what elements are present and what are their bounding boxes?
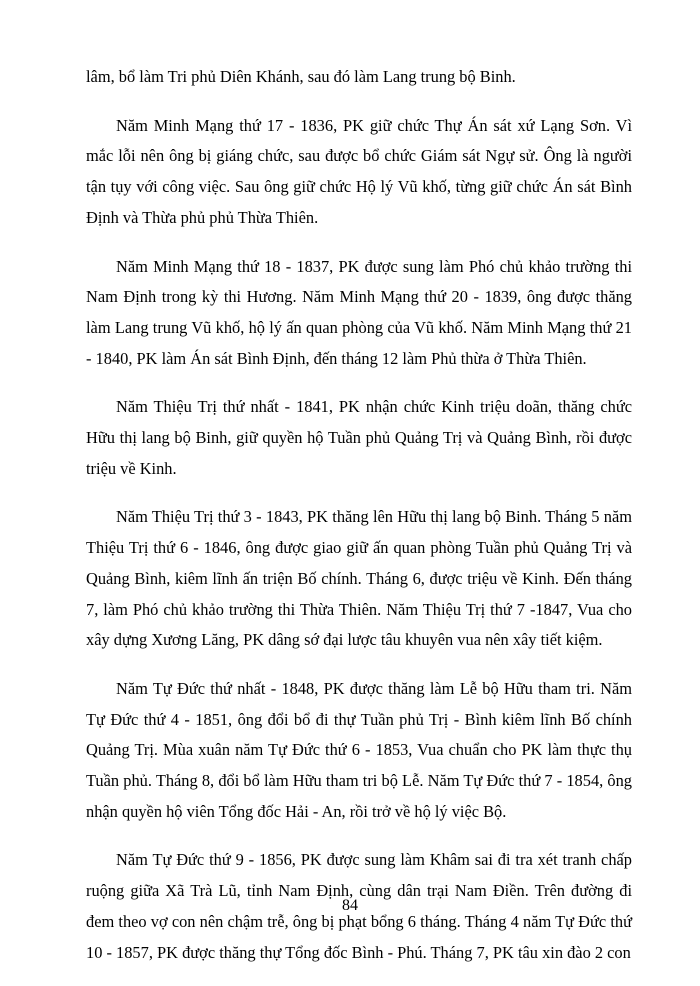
page-number: 84 bbox=[342, 897, 358, 914]
paragraph-1836: Năm Minh Mạng thứ 17 - 1836, PK giữ chức Thự Án sát xứ Lạng Sơn. Vì mắc lỗi nên ông bị giáng chức, sau được bổ chức Giám sát Ngự sử. Ông là người tận tụy với công việc. Sau ông giữ chức Hộ lý Vũ khố, từng giữ chức Án sát Bình Định và Thừa phủ phủ Thừa Thiên. bbox=[86, 115, 632, 227]
paragraph-1843: Năm Thiệu Trị thứ 3 - 1843, PK thăng lên Hữu thị lang bộ Binh. Tháng 5 năm Thiệu Trị thứ 6 - 1846, ông được giao giữ ấn quan phòng Tuần phủ Quảng Trị và Quảng Bình, kiêm lĩnh ấn triện Bố chính. Tháng 6, được triệu về Kinh. Đến tháng 7, làm Phó chủ khảo trường thi Thừa Thiên. Năm Thiệu Trị thứ 7 -1847, Vua cho xây dựng Xương Lăng, PK dâng sớ đại lược tâu khuyên vua nên xây tiết kiệm. bbox=[86, 507, 632, 650]
body-text bbox=[86, 62, 632, 986]
paragraph-1856: Năm Tự Đức thứ 9 - 1856, PK được sung làm Khâm sai đi tra xét tranh chấp ruộng giữa Xã Trà Lũ, tỉnh Nam Định, cùng dân trại Nam Điền. Trên đường đi đem theo vợ con nên chậm trễ, ông bị phạt bổng 6 tháng. Tháng 4 năm Tự Đức thứ 10 - 1857, PK được thăng thự Tổng đốc Bình - Phú. Tháng 7, PK tâu xin đào 2 con bbox=[86, 850, 632, 962]
paragraph-1837: Năm Minh Mạng thứ 18 - 1837, PK được sung làm Phó chủ khảo trường thi Nam Định trong kỳ thi Hương. Năm Minh Mạng thứ 20 - 1839, ông được thăng làm Lang trung Vũ khố, hộ lý ấn quan phòng của Vũ khố. Năm Minh Mạng thứ 21 - 1840, PK làm Án sát Bình Định, đến tháng 12 làm Phủ thừa ở Thừa Thiên. bbox=[86, 256, 632, 368]
paragraph-1841: Năm Thiệu Trị thứ nhất - 1841, PK nhận chức Kinh triệu doãn, thăng chức Hữu thị lang bộ Binh, giữ quyền hộ Tuần phủ Quảng Trị và Quảng Bình, rồi được triệu về Kinh. bbox=[86, 397, 632, 478]
paragraph-1848: Năm Tự Đức thứ nhất - 1848, PK được thăng làm Lễ bộ Hữu tham tri. Năm Tự Đức thứ 4 - 1851, ông đổi bổ đi thự Tuần phủ Trị - Bình kiêm lĩnh Bố chính Quảng Trị. Mùa xuân năm Tự Đức thứ 6 - 1853, Vua chuẩn cho PK làm thực thụ Tuần phủ. Tháng 8, đổi bổ làm Hữu tham tri bộ Lễ. Năm Tự Đức thứ 7 - 1854, ông nhận quyền hộ viên Tổng đốc Hải - An, rồi trở về hộ lý việc Bộ. bbox=[86, 678, 632, 821]
paragraph-continued: lâm, bổ làm Tri phủ Diên Khánh, sau đó làm Lang trung bộ Binh. bbox=[86, 67, 516, 86]
